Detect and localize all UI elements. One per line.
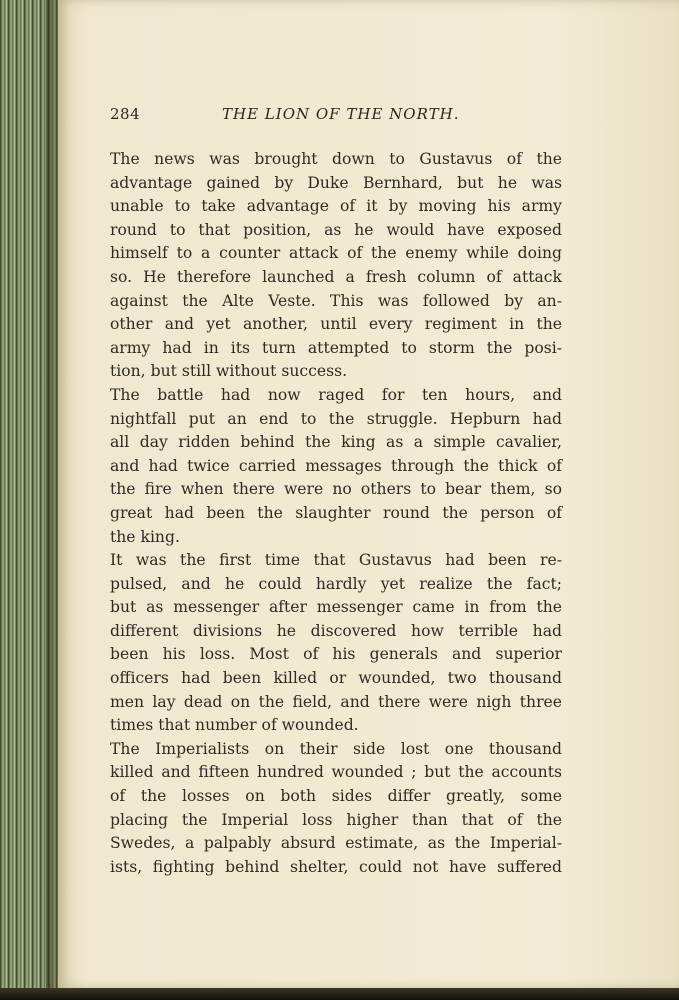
text-line: advantage gained by Duke Bernhard, but he was xyxy=(110,173,562,192)
text-line: great had been the slaughter round the person of xyxy=(110,503,562,522)
body-text xyxy=(110,148,562,879)
text-line: all day ridden behind the king as a simple cavalier, xyxy=(110,433,562,452)
text-line: times that number of wounded. xyxy=(110,716,359,735)
page-bottom-edge xyxy=(0,988,679,1000)
running-head xyxy=(110,105,540,129)
text-line: of the losses on both sides differ greatly, some xyxy=(110,787,562,806)
text-line: but as messenger after messenger came in from the xyxy=(110,598,562,617)
text-line: The Imperialists on their side lost one thousand xyxy=(110,739,562,758)
text-line: Swedes, a palpably absurd estimate, as the Imperial- xyxy=(110,834,562,853)
text-line: and had twice carried messages through the thick of xyxy=(110,456,562,475)
text-line: unable to take advantage of it by moving his army xyxy=(110,197,562,216)
text-line: The news was brought down to Gustavus of the xyxy=(110,150,562,168)
text-line: ists, fighting behind shelter, could not have suffered xyxy=(110,857,562,876)
text-line: different divisions he discovered how terrible had xyxy=(110,621,562,640)
text-line: tion, but still without success. xyxy=(110,362,348,381)
text-line: round to that position, as he would have exposed xyxy=(110,220,562,239)
text-line: been his loss. Most of his generals and superior xyxy=(110,645,562,664)
text-line: It was the first time that Gustavus had been re- xyxy=(110,551,562,570)
text-line: army had in its turn attempted to storm the posi- xyxy=(110,338,562,357)
text-line: killed and fifteen hundred wounded ; but the accounts xyxy=(110,763,562,782)
text-line: placing the Imperial loss higher than that of the xyxy=(110,810,562,829)
text-line: the king. xyxy=(110,527,180,546)
running-title: THE LION OF THE NORTH. xyxy=(222,105,460,123)
text-line: himself to a counter attack of the enemy while doing xyxy=(110,244,562,263)
text-line: officers had been killed or wounded, two thousand xyxy=(110,669,562,688)
text-line: men lay dead on the field, and there were nigh three xyxy=(110,692,562,711)
text-line: pulsed, and he could hardly yet realize the fact; xyxy=(110,574,562,593)
text-line: other and yet another, until every regiment in the xyxy=(110,315,562,334)
text-line: so. He therefore launched a fresh column of attack xyxy=(110,267,562,286)
text-line: nightfall put an end to the struggle. Hepburn had xyxy=(110,409,562,428)
text-line: the fire when there were no others to bear them, so xyxy=(110,480,562,499)
text-line: The battle had now raged for ten hours, and xyxy=(110,385,562,404)
text-line: against the Alte Veste. This was followed by an- xyxy=(110,291,562,310)
page-number: 284 xyxy=(110,105,141,123)
